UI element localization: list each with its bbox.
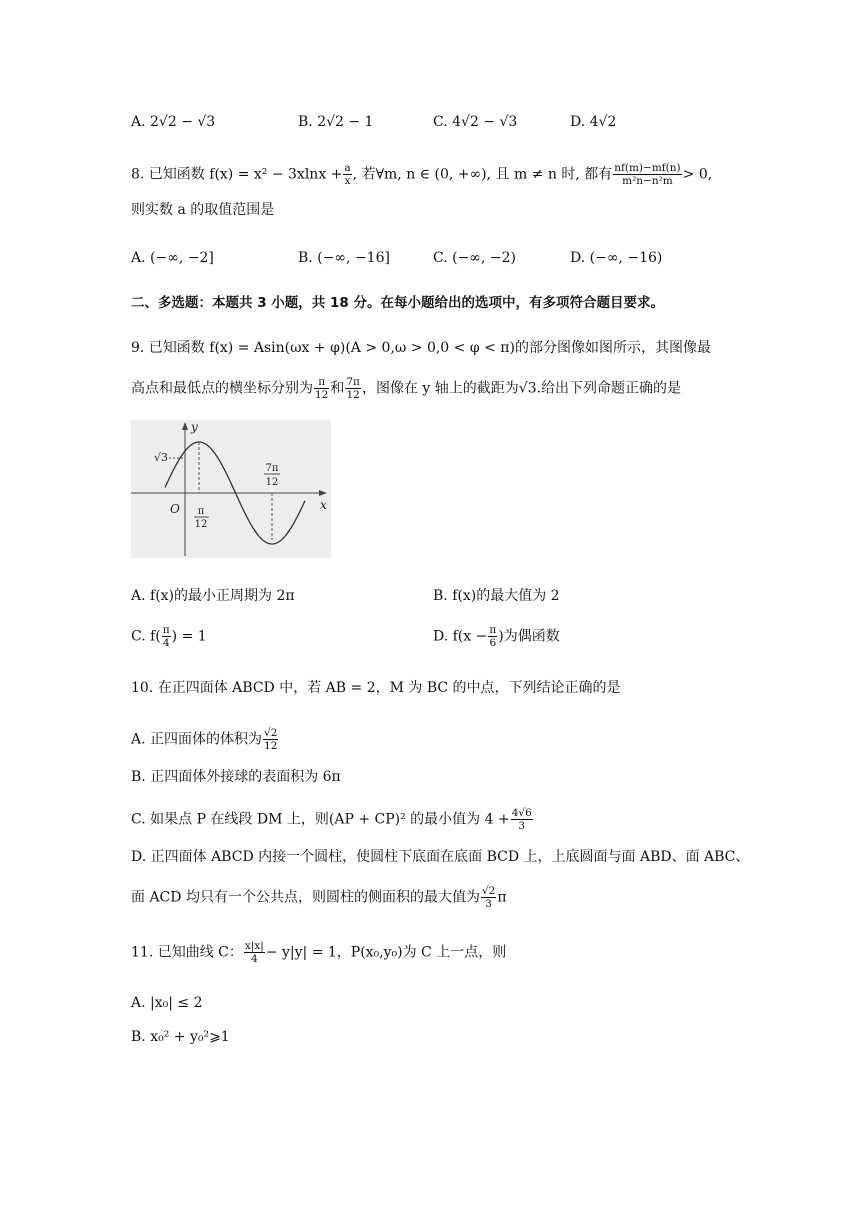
q11-stem: 11. 已知曲线 C： $\frac{x|x|}{4}$ − y|y| = 1，P(x₀,y₀)为 C 上一点，则 (131, 940, 507, 965)
q8-stem-line1 (131, 162, 712, 187)
q8-frac-a-over-x: $\frac{a}{x}$ (344, 162, 351, 187)
q9-option-d: D. f(x − $\frac{\pi}{6}$ )为偶函数 (433, 624, 560, 649)
graph-origin-label: O (170, 502, 180, 516)
q10-option-d-line1: D. 正四面体 ABCD 内接一个圆柱，使圆柱下底面在底面 BCD 上，上底圆面与面 ABD、面 ABC、 (131, 849, 750, 865)
graph-peak-label-num: π (197, 506, 205, 517)
graph-background (131, 420, 331, 558)
q9-stem-line1: 9. 已知函数 f(x) = Asin(ωx + φ)(A > 0,ω > 0,0 < φ < π)的部分图像如图所示，其图像最 (131, 340, 711, 356)
graph-y-label: y (191, 420, 198, 434)
q10-option-d-line2: 面 ACD 均只有一个公共点，则圆柱的侧面积的最大值为 $\frac{√2}{3}$ π (131, 885, 507, 910)
q7-option-c: C. 4√2 − √3 (433, 114, 518, 130)
q8-text-a: 8. 已知函数 f(x) = x² − 3xlnx + (131, 166, 343, 183)
q9-option-b: B. f(x)的最大值为 2 (433, 588, 560, 604)
q8-option-b: B. (−∞, −16] (298, 250, 390, 266)
q9-stem-line2: 高点和最低点的横坐标分别为 $\frac{\pi}{12}$ 和 $\frac{7\pi}{12}$ ，图像在 y 轴上的截距为√3.给出下列命题正确的是 (131, 376, 682, 401)
q7-option-a: A. 2√2 − √3 (131, 114, 216, 130)
graph-trough-label-den: 12 (265, 477, 279, 488)
q9-option-a: A. f(x)的最小正周期为 2π (131, 588, 295, 604)
q9-sine-graph (131, 420, 331, 558)
q10-option-c: C. 如果点 P 在线段 DM 上，则(AP + CP)² 的最小值为 4 + $\frac{4√6}{3}$ (131, 807, 532, 832)
graph-trough-label-num: 7π (265, 463, 279, 474)
q8-frac-condition: $\frac{nf(m)-mf(n)}{\text{m²n−n²m}}$ (614, 162, 681, 187)
q8-option-c: C. (−∞, −2) (433, 250, 516, 266)
q9-frac-pi-12: $\frac{\pi}{12}$ (315, 376, 329, 401)
graph-peak-label-den: 12 (194, 519, 208, 530)
q10-option-b: B. 正四面体外接球的表面积为 6π (131, 769, 341, 785)
q8-text-c: > 0, (682, 166, 713, 183)
graph-intercept-label: √3 (154, 451, 169, 464)
q10-option-a: A. 正四面体的体积为 $\frac{√2}{12}$ (131, 727, 278, 752)
q8-option-d: D. (−∞, −16) (570, 250, 663, 266)
q9-frac-7pi-12: $\frac{7\pi}{12}$ (346, 376, 360, 401)
q8-option-a: A. (−∞, −2] (131, 250, 214, 266)
q7-option-b: B. 2√2 − 1 (298, 114, 374, 130)
q11-option-b: B. x₀² + y₀²⩾1 (131, 1029, 230, 1045)
section-heading: 二、多选题：本题共 3 小题，共 18 分。在每小题给出的选项中，有多项符合题目要求。 (131, 295, 665, 311)
q8-stem-line2: 则实数 a 的取值范围是 (131, 202, 275, 218)
q9-option-c: C. f( $\frac{\pi}{4}$ ) = 1 (131, 624, 207, 649)
graph-x-label: x (320, 498, 327, 512)
q10-stem: 10. 在正四面体 ABCD 中，若 AB = 2，M 为 BC 的中点，下列结论正确的是 (131, 680, 621, 696)
q7-option-d: D. 4√2 (570, 114, 617, 130)
q11-option-a: A. |x₀| ≤ 2 (131, 995, 203, 1011)
q8-text-b: , 若∀m, n ∈ (0, +∞), 且 m ≠ n 时, 都有 (352, 166, 613, 183)
